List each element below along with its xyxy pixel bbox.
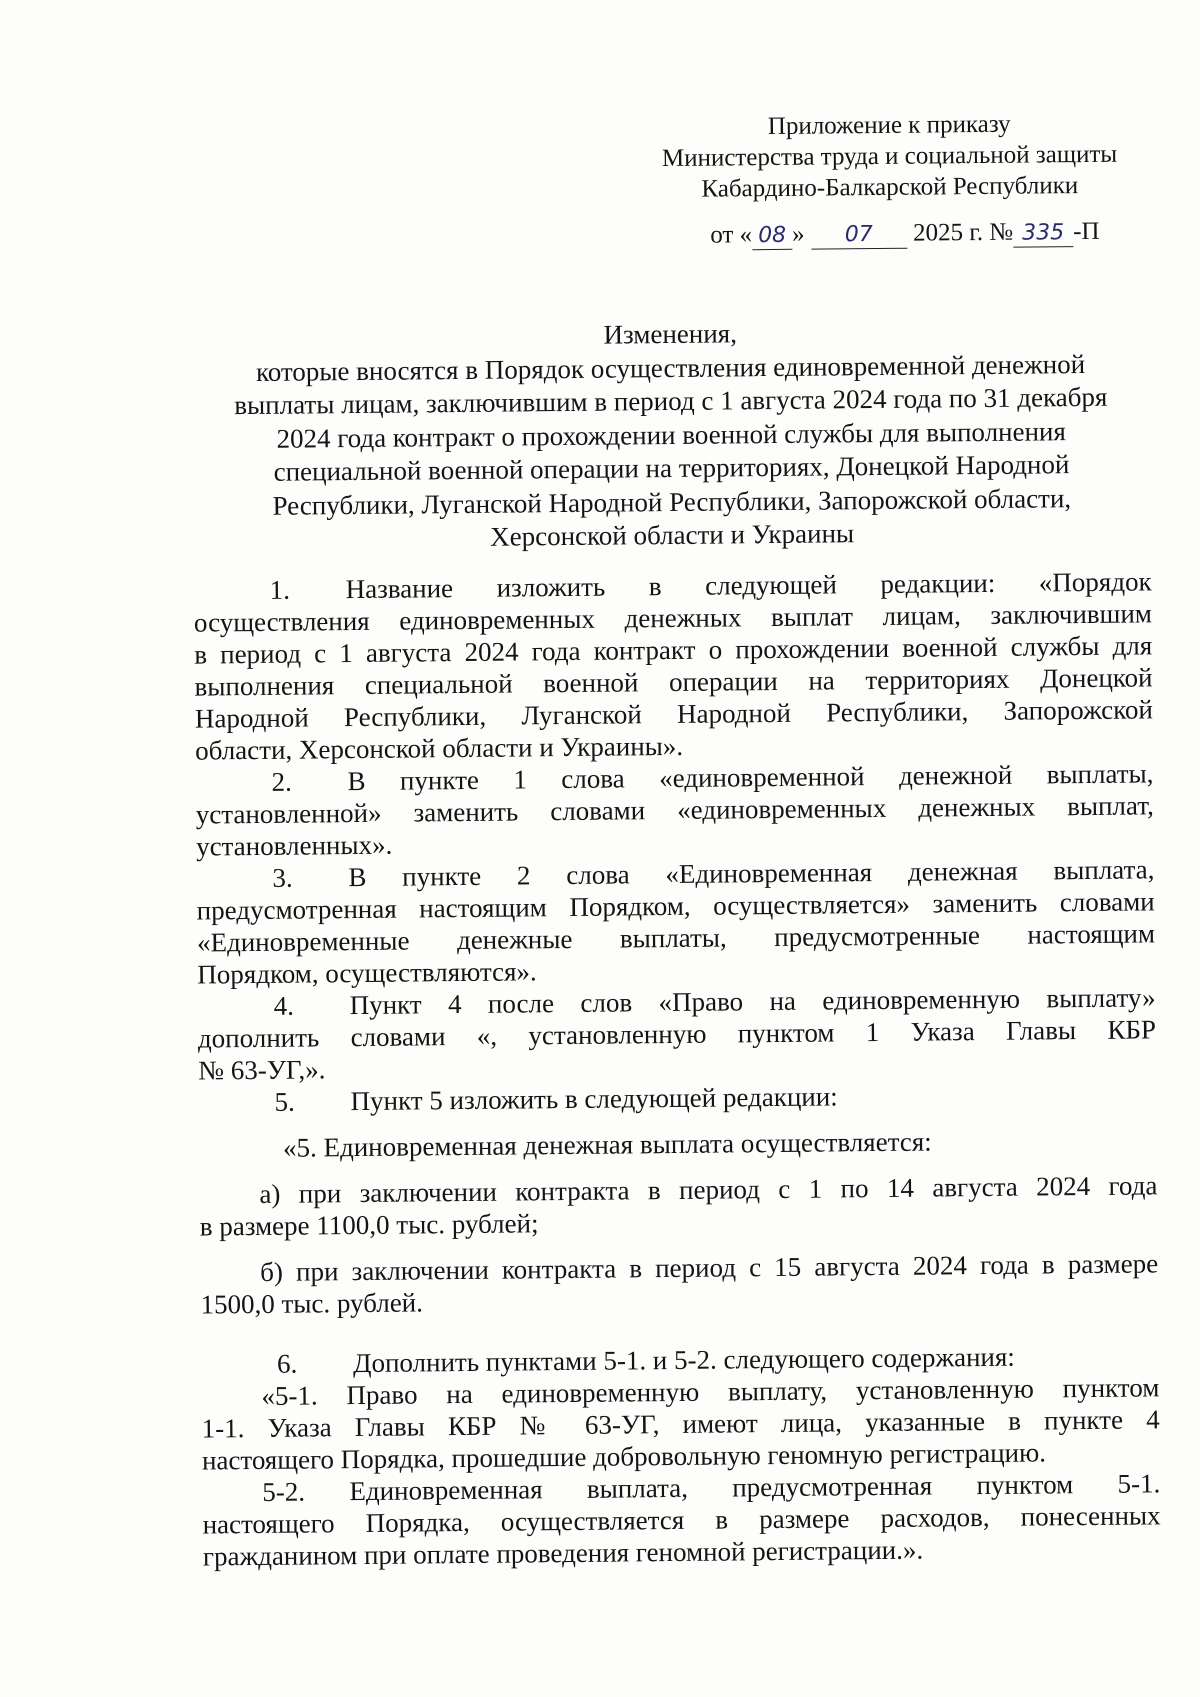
item-5-intro: «5. Единовременная денежная выплата осуществляется:	[282, 1126, 932, 1163]
item-6-clause-5-2: 5-2. Единовременная выплата, предусмотренная пунктом 5-1.	[262, 1468, 1161, 1507]
item-line: установленных».	[195, 829, 393, 862]
item-text: Пункт 4 после слов «Право на единовременную выплату»	[349, 982, 1156, 1021]
item-line: осуществления единовременных денежных выплат лицам, заключившим	[193, 598, 1153, 638]
item-text: В пункте 2 слова «Единовременная денежная выплата,	[348, 854, 1155, 893]
item-5-sub-a: а) при заключении контракта в период с 1 по 14 августа 2024 года	[259, 1170, 1158, 1209]
item-number: 5.	[274, 1086, 295, 1117]
approval-line-1: Приложение к приказу	[767, 110, 1011, 141]
order-suffix: -П	[1073, 217, 1100, 246]
scanned-sheet	[188, 0, 1161, 1572]
item-line: установленной» заменить словами «единовременных денежных выплат,	[195, 790, 1154, 830]
handwritten-day: 08	[752, 223, 792, 250]
item-line: Народной Республики, Луганской Народной Республики, Запорожской	[194, 694, 1153, 734]
item-line: дополнить словами «, установленную пунктом 1 Указа Главы КБР	[197, 1014, 1157, 1054]
item-5-sub-b: б) при заключении контракта в период с 15 августа 2024 года в размере	[260, 1248, 1159, 1287]
document-body	[193, 565, 1161, 1572]
item-line: области, Херсонской области и Украины».	[195, 730, 684, 766]
item-line: в период с 1 августа 2024 года контракт о прохождении военной службы для	[194, 630, 1153, 670]
approval-line-2: Министерства труда и социальной защиты	[661, 140, 1118, 173]
item-5-sub-b-cont: 1500,0 тыс. рублей.	[200, 1287, 424, 1320]
title-line: специальной военной операции на территориях, Донецкой Народной	[273, 449, 1070, 487]
approval-line-3: Кабардино-Балкарской Республики	[701, 172, 1079, 203]
handwritten-order-number: 335	[1013, 220, 1073, 248]
item-number: 6.	[276, 1348, 298, 1379]
item-line: № 63-УГ,».	[198, 1054, 326, 1086]
item-4	[197, 981, 1156, 1086]
date-year: 2025 г. №	[912, 218, 1014, 247]
item-line: гражданином при оплате проведения геномной регистрации.».	[202, 1534, 924, 1572]
title-line: Херсонской области и Украины	[490, 518, 855, 552]
order-date-line	[710, 218, 1100, 251]
handwritten-month: 07	[811, 222, 907, 250]
item-2	[195, 757, 1154, 862]
date-prefix: от «	[710, 221, 753, 249]
item-6-clause-5-1: «5-1. Право на единовременную выплату, установленную пунктом	[261, 1372, 1160, 1411]
item-line: предусмотренная настоящим Порядком, осуществляется» заменить словами	[196, 886, 1155, 926]
item-3	[196, 853, 1155, 990]
item-line: настоящего Порядка, прошедшие добровольную геномную регистрацию.	[201, 1437, 1047, 1476]
item-text: Название изложить в следующей редакции: «Порядок	[345, 566, 1152, 605]
title-line: Республики, Луганской Народной Республики, Запорожской области,	[272, 482, 1072, 521]
item-line: настоящего Порядка, осуществляется в размере расходов, понесенных	[202, 1500, 1161, 1540]
title-line: выплаты лицам, заключившим в период с 1 августа 2024 года по 31 декабря	[234, 381, 1108, 421]
item-text: Пункт 5 изложить в следующей редакции:	[350, 1081, 838, 1117]
item-line: 1-1. Указа Главы КБР № 63-УГ, имеют лица, указанные в пункте 4	[201, 1404, 1160, 1444]
item-number: 2.	[271, 766, 292, 797]
approval-stamp-block	[659, 108, 1120, 205]
item-number: 1.	[269, 574, 291, 605]
item-line: «Единовременные денежные выплаты, предусмотренные настоящим	[196, 918, 1156, 958]
item-line: Порядком, осуществляются».	[197, 956, 537, 990]
document-title	[191, 313, 1151, 557]
item-number: 4.	[273, 990, 295, 1021]
item-text: Дополнить пунктами 5-1. и 5-2. следующего содержания:	[352, 1341, 1015, 1379]
item-5-sub-a-cont: в размере 1100,0 тыс. рублей;	[199, 1208, 539, 1242]
title-heading: Изменения,	[603, 318, 738, 350]
date-mid: »	[791, 220, 805, 248]
item-6	[201, 1339, 1161, 1572]
item-1	[193, 565, 1153, 766]
item-text: В пункте 1 слова «единовременной денежной выплаты,	[347, 758, 1154, 797]
title-line: 2024 года контракт о прохождении военной службы для выполнения	[276, 415, 1066, 454]
title-line: которые вносятся в Порядок осуществления единовременной денежной	[255, 348, 1086, 387]
item-number: 3.	[272, 862, 293, 893]
item-line: выполнения специальной военной операции на территориях Донецкой	[194, 662, 1153, 702]
